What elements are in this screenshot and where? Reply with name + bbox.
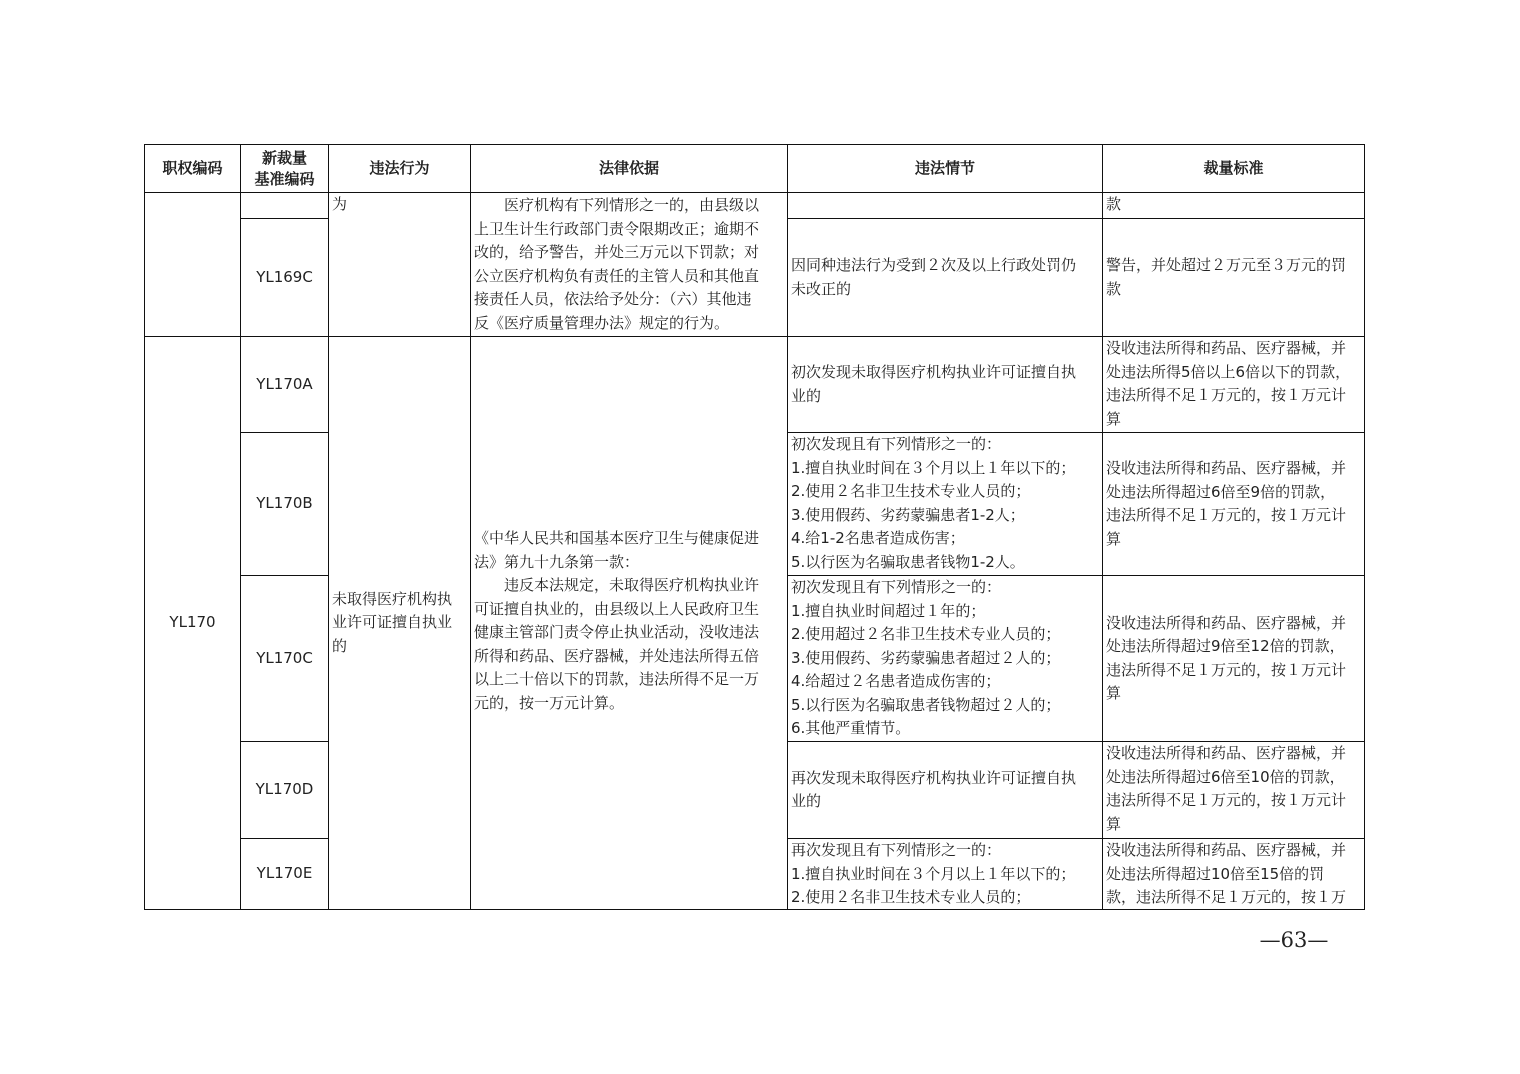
basis-line: 可证擅自执业的，由县级以上人民政府卫生 bbox=[474, 599, 760, 618]
circumstance-line: 再次发现未取得医疗机构执业许可证擅自执 bbox=[791, 768, 1077, 787]
basis-line: 《中华人民共和国基本医疗卫生与健康促进 bbox=[474, 529, 760, 547]
basis-line: 反《医疗质量管理办法》规定的行为。 bbox=[474, 313, 730, 332]
header-circumstance: 违法情节 bbox=[787, 144, 1102, 192]
circumstance-cell bbox=[787, 218, 1102, 336]
circumstance-cell bbox=[787, 432, 1102, 575]
standard-line: 违法所得不足１万元的，按１万元计 bbox=[1106, 506, 1347, 524]
standard-cell bbox=[1102, 218, 1365, 336]
basis-line: 所得和药品、医疗器械，并处违法所得五倍 bbox=[474, 646, 760, 665]
standard-line: 处违法所得超过10倍至15倍的罚 bbox=[1106, 864, 1325, 883]
act-line: 未取得医疗机构执 bbox=[332, 589, 453, 608]
code-cell: YL170E bbox=[240, 838, 328, 910]
code-cell: YL170A bbox=[240, 336, 328, 432]
circumstance-line: 再次发现且有下列情形之一的： bbox=[791, 841, 1002, 859]
standard-line: 算 bbox=[1106, 814, 1122, 833]
circumstance-cell bbox=[787, 741, 1102, 838]
code-cell: YL169C bbox=[240, 218, 328, 336]
power-code-cell-empty bbox=[144, 192, 240, 336]
basis-line: 元的，按一万元计算。 bbox=[474, 693, 625, 712]
circumstance-line: 6.其他严重情节。 bbox=[791, 719, 911, 737]
basis-line: 上卫生计生行政部门责令限期改正；逾期不 bbox=[474, 219, 760, 238]
basis-line: 违反本法规定，未取得医疗机构执业许 bbox=[474, 576, 760, 594]
standard-line: 算 bbox=[1106, 684, 1122, 702]
circumstance-line: 1.擅自执业时间超过１年的； bbox=[791, 601, 986, 620]
standard-cell bbox=[1102, 575, 1365, 741]
basis-line: 医疗机构有下列情形之一的，由县级以 bbox=[474, 196, 760, 214]
circumstance-line: 业的 bbox=[791, 386, 822, 405]
standard-line: 处违法所得5倍以上6倍以下的罚款， bbox=[1106, 362, 1351, 381]
basis-line: 以上二十倍以下的罚款，违法所得不足一万 bbox=[474, 670, 760, 688]
standard-line: 没收违法所得和药品、医疗器械，并 bbox=[1106, 613, 1347, 632]
header-power-code: 职权编码 bbox=[144, 144, 240, 192]
basis-line: 接责任人员，依法给予处分：（六）其他违 bbox=[474, 290, 752, 308]
standard-line: 算 bbox=[1106, 529, 1122, 548]
code-cell: YL170C bbox=[240, 575, 328, 741]
standard-line: 处违法所得超过6倍至10倍的罚款， bbox=[1106, 767, 1345, 786]
illegal-act-cell: 为 bbox=[328, 192, 470, 336]
legal-basis-cell bbox=[470, 192, 787, 336]
standard-line: 款 bbox=[1106, 279, 1122, 298]
standard-cell bbox=[1102, 336, 1365, 432]
circumstance-line: 初次发现未取得医疗机构执业许可证擅自执 bbox=[791, 363, 1077, 381]
code-cell: YL170D bbox=[240, 741, 328, 838]
standard-line: 处违法所得超过9倍至12倍的罚款， bbox=[1106, 637, 1345, 655]
standard-cell: 款 bbox=[1102, 192, 1365, 218]
standard-line: 算 bbox=[1106, 409, 1122, 428]
standard-line: 没收违法所得和药品、医疗器械，并 bbox=[1106, 459, 1347, 477]
circumstance-line: 2.使用２名非卫生技术专业人员的； bbox=[791, 482, 1031, 500]
header-illegal-act: 违法行为 bbox=[328, 144, 470, 192]
standard-cell bbox=[1102, 432, 1365, 575]
circumstance-line: 1.擅自执业时间在３个月以上１年以下的； bbox=[791, 458, 1076, 477]
circumstance-cell bbox=[787, 336, 1102, 432]
page-number: —63— bbox=[1259, 928, 1329, 952]
circumstance-line: 3.使用假药、劣药蒙骗患者1-2人； bbox=[791, 505, 1025, 524]
circumstance-cell bbox=[787, 575, 1102, 741]
act-line: 的 bbox=[332, 636, 348, 655]
standard-cell bbox=[1102, 838, 1365, 910]
circumstance-line: 5.以行医为名骗取患者钱物1-2人。 bbox=[791, 552, 1025, 571]
circumstance-cell bbox=[787, 838, 1102, 910]
circumstance-line: 1.擅自执业时间在３个月以上１年以下的； bbox=[791, 864, 1076, 883]
standard-line: 违法所得不足１万元的，按１万元计 bbox=[1106, 660, 1347, 679]
circumstance-line: 5.以行医为名骗取患者钱物超过２人的； bbox=[791, 695, 1061, 714]
standard-line: 警告，并处超过２万元至３万元的罚 bbox=[1106, 256, 1347, 274]
circumstance-line: 初次发现且有下列情形之一的： bbox=[791, 435, 1002, 453]
circumstance-line: 业的 bbox=[791, 792, 822, 810]
standard-line: 违法所得不足１万元的，按１万元计 bbox=[1106, 791, 1347, 809]
legal-basis-cell bbox=[470, 336, 787, 910]
circumstance-line: 4.给超过２名患者造成伤害的； bbox=[791, 672, 1001, 690]
header-legal-basis: 法律依据 bbox=[470, 144, 787, 192]
standard-cell bbox=[1102, 741, 1365, 838]
basis-line: 健康主管部门责令停止执业活动，没收违法 bbox=[474, 623, 760, 641]
code-cell: YL170B bbox=[240, 432, 328, 575]
header-new-benchmark-code: 新裁量 基准编码 bbox=[240, 144, 328, 192]
circumstance-cell-empty bbox=[787, 192, 1102, 218]
circumstance-line: 未改正的 bbox=[791, 279, 852, 298]
standard-line: 没收违法所得和药品、医疗器械，并 bbox=[1106, 339, 1347, 357]
standard-line: 没收违法所得和药品、医疗器械，并 bbox=[1106, 744, 1347, 762]
standard-line: 处违法所得超过6倍至9倍的罚款， bbox=[1106, 482, 1336, 501]
circumstance-line: 4.给1-2名患者造成伤害； bbox=[791, 529, 965, 547]
illegal-act-cell bbox=[328, 336, 470, 910]
basis-line: 改的，给予警告，并处三万元以下罚款；对 bbox=[474, 243, 760, 261]
standard-line: 款，违法所得不足１万元的，按１万 bbox=[1106, 888, 1347, 906]
standard-line: 没收违法所得和药品、医疗器械，并 bbox=[1106, 841, 1347, 859]
circumstance-line: 初次发现且有下列情形之一的： bbox=[791, 578, 1002, 596]
circumstance-line: 2.使用２名非卫生技术专业人员的； bbox=[791, 888, 1031, 906]
code-cell-empty bbox=[240, 192, 328, 218]
circumstance-line: 2.使用超过２名非卫生技术专业人员的； bbox=[791, 625, 1061, 643]
power-code-cell: YL170 bbox=[144, 336, 240, 910]
basis-line: 法》第九十九条第一款： bbox=[474, 552, 640, 571]
header-standard: 裁量标准 bbox=[1102, 144, 1365, 192]
act-line: 业许可证擅自执业 bbox=[332, 613, 453, 632]
circumstance-line: 3.使用假药、劣药蒙骗患者超过２人的； bbox=[791, 648, 1061, 667]
standard-line: 违法所得不足１万元的，按１万元计 bbox=[1106, 386, 1347, 404]
basis-line: 公立医疗机构负有责任的主管人员和其他直 bbox=[474, 266, 760, 285]
circumstance-line: 因同种违法行为受到２次及以上行政处罚仍 bbox=[791, 256, 1077, 274]
